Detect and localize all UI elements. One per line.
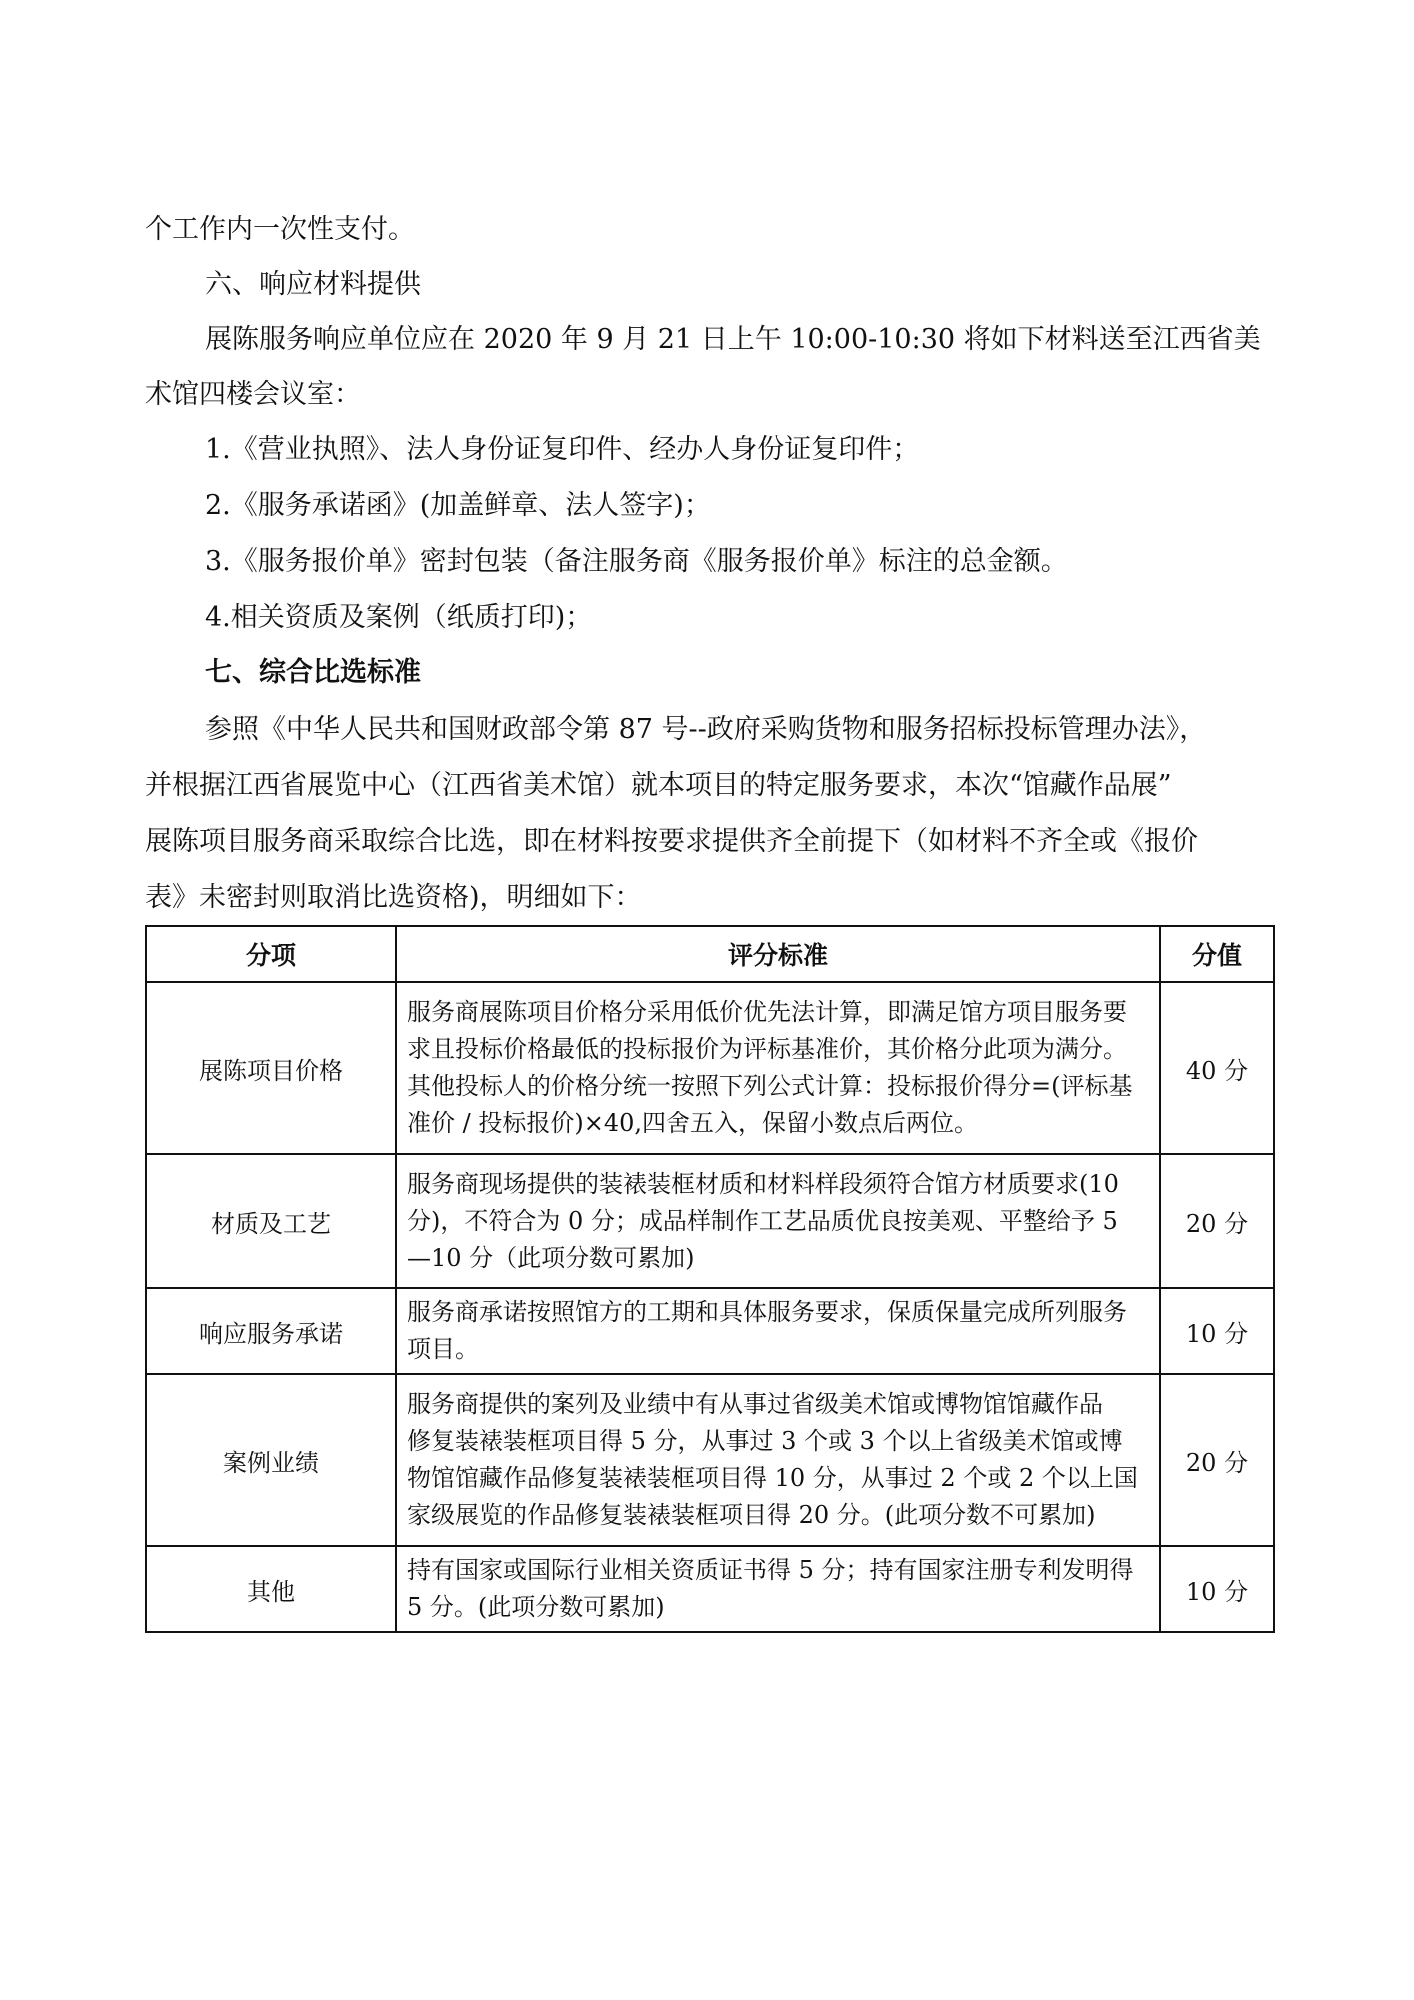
list-item-3: 3.《服务报价单》密封包装（备注服务商《服务报价单》标注的总金额。 <box>205 546 1068 577</box>
table-header-row <box>146 926 1274 982</box>
list-item-1: 1.《营业执照》、法人身份证复印件、经办人身份证复印件； <box>205 434 920 465</box>
paragraph-criteria-1: 参照《中华人民共和国财政部令第 87 号--政府采购货物和服务招标投标管理办法》， <box>205 714 1207 745</box>
row-category: 案例业绩 <box>146 1374 396 1546</box>
row-category: 其他 <box>146 1546 396 1632</box>
row-score: 40 分 <box>1160 982 1274 1154</box>
row-score: 10 分 <box>1160 1546 1274 1632</box>
criteria-line: —10 分（此项分数可累加) <box>407 1243 695 1272</box>
table-row <box>146 1288 1274 1374</box>
paragraph-submission-1: 展陈服务响应单位应在 2020 年 9 月 21 日上午 10:00-10:30 将如下材料送至江西省美 <box>205 324 1261 355</box>
table-row <box>146 982 1274 1154</box>
criteria-line: 求且投标价格最低的投标报价为评标基准价，其价格分此项为满分。 <box>407 1035 1127 1063</box>
list-item-2: 2.《服务承诺函》(加盖鲜章、法人签字)； <box>205 490 711 521</box>
row-score: 20 分 <box>1160 1374 1274 1546</box>
header-criteria: 评分标准 <box>396 926 1160 982</box>
row-score: 20 分 <box>1160 1154 1274 1288</box>
header-score: 分值 <box>1160 926 1274 982</box>
paragraph-payment-tail: 个工作内一次性支付。 <box>145 214 415 245</box>
criteria-line: 服务商展陈项目价格分采用低价优先法计算，即满足馆方项目服务要 <box>407 998 1127 1026</box>
section-heading-6 <box>205 265 1275 305</box>
row-category: 展陈项目价格 <box>146 982 396 1154</box>
list-item-4: 4.相关资质及案例（纸质打印)； <box>205 602 593 633</box>
criteria-line: 服务商承诺按照馆方的工期和具体服务要求，保质保量完成所列服务 <box>407 1298 1127 1326</box>
criteria-line: 项目。 <box>407 1335 479 1363</box>
criteria-line: 5 分。(此项分数可累加) <box>407 1593 665 1621</box>
criteria-line: 服务商现场提供的装裱装框材质和材料样段须符合馆方材质要求(10 <box>407 1169 1119 1198</box>
table-row <box>146 1546 1274 1632</box>
criteria-line: 分)，不符合为 0 分；成品样制作工艺品质优良按美观、平整给予 5 <box>407 1206 1118 1235</box>
paragraph-criteria-2: 并根据江西省展览中心（江西省美术馆）就本项目的特定服务要求，本次“馆藏作品展” <box>145 770 1172 801</box>
criteria-line: 其他投标人的价格分统一按照下列公式计算：投标报价得分=(评标基 <box>407 1072 1133 1100</box>
criteria-line: 修复装裱装框项目得 5 分，从事过 3 个或 3 个以上省级美术馆或博 <box>407 1427 1123 1455</box>
section-heading-7: 七、综合比选标准 <box>205 657 421 688</box>
paragraph-criteria-3: 展陈项目服务商采取综合比选，即在材料按要求提供齐全前提下（如材料不齐全或《报价 <box>145 826 1198 857</box>
row-criteria <box>396 1546 1160 1632</box>
row-criteria <box>396 1288 1160 1374</box>
scoring-table <box>145 925 1275 1633</box>
table-row <box>146 1154 1274 1288</box>
row-criteria <box>396 1154 1160 1288</box>
paragraph-criteria-4: 表》未密封则取消比选资格)，明细如下： <box>145 882 642 913</box>
section-heading-6-text: 六、响应材料提供 <box>205 269 421 300</box>
row-score: 10 分 <box>1160 1288 1274 1374</box>
criteria-line: 准价 / 投标报价)×40,四舍五入，保留小数点后两位。 <box>407 1109 978 1137</box>
criteria-line: 物馆馆藏作品修复装裱装框项目得 10 分，从事过 2 个或 2 个以上国 <box>407 1464 1138 1492</box>
row-criteria <box>396 1374 1160 1546</box>
paragraph-submission-2: 术馆四楼会议室： <box>145 379 361 410</box>
row-category: 响应服务承诺 <box>146 1288 396 1374</box>
criteria-line: 持有国家或国际行业相关资质证书得 5 分；持有国家注册专利发明得 <box>407 1556 1134 1584</box>
criteria-line: 服务商提供的案列及业绩中有从事过省级美术馆或博物馆馆藏作品 <box>407 1390 1103 1418</box>
row-criteria <box>396 982 1160 1154</box>
table-row <box>146 1374 1274 1546</box>
criteria-line: 家级展览的作品修复装裱装框项目得 20 分。(此项分数不可累加) <box>407 1501 1096 1529</box>
row-category: 材质及工艺 <box>146 1154 396 1288</box>
header-category: 分项 <box>146 926 396 982</box>
